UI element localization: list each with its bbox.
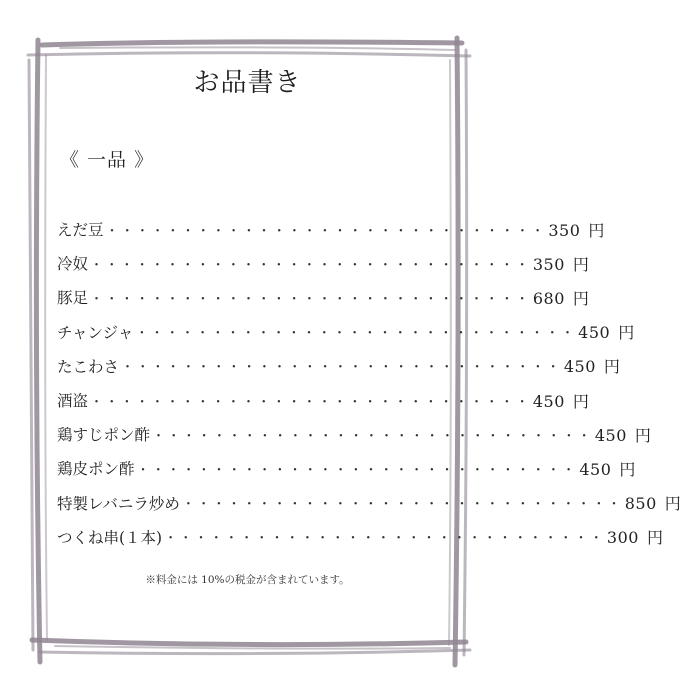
menu-item xyxy=(57,212,605,246)
menu-item-name: 特製レバニラ炒め xyxy=(57,494,180,513)
menu-item-price xyxy=(578,320,635,343)
menu-item xyxy=(57,246,590,280)
menu-item xyxy=(57,280,590,314)
menu-item xyxy=(57,486,681,520)
menu-item-name: 鶏皮ポン酢 xyxy=(57,460,135,479)
currency-unit: 円 xyxy=(572,391,590,411)
price-value: 850 xyxy=(624,494,657,514)
menu-item-name: 酒盗 xyxy=(57,392,89,411)
currency-unit: 円 xyxy=(572,254,590,274)
currency-unit: 円 xyxy=(646,528,664,548)
menu-item-name: 鶏すじポン酢 xyxy=(57,426,151,445)
menu-item-name: つくね串(１本) xyxy=(57,528,163,547)
menu-item-name: 豚足 xyxy=(57,289,89,308)
price-value: 350 xyxy=(548,220,581,240)
menu-item-price xyxy=(595,423,652,446)
dot-leader: ・・・・・・・・・・・・・・・・・・・・・・・・・・・・・ xyxy=(136,462,578,478)
price-value: 450 xyxy=(579,459,612,479)
menu-item xyxy=(57,349,621,383)
price-value: 450 xyxy=(563,357,596,377)
menu-item-price xyxy=(533,252,590,275)
menu-item-price xyxy=(625,491,681,514)
dot-leader: ・・・・・・・・・・・・・・・・・・・・・・・・・・・・・ xyxy=(164,531,605,547)
menu-item xyxy=(57,417,652,451)
menu-item xyxy=(57,383,590,417)
currency-unit: 円 xyxy=(618,323,635,343)
menu-item-name: チャンジャ xyxy=(57,323,134,342)
dot-leader: ・・・・・・・・・・・・・・・・・・・・・・・・・・・・・ xyxy=(90,291,531,307)
menu-item xyxy=(57,520,664,554)
menu-item-name: たこわさ xyxy=(57,357,120,376)
menu-item-price xyxy=(564,354,621,377)
price-value: 350 xyxy=(532,254,565,274)
dot-leader: ・・・・・・・・・・・・・・・・・・・・・・・・・・・・・ xyxy=(90,394,531,410)
menu-item xyxy=(57,315,635,349)
dot-leader: ・・・・・・・・・・・・・・・・・・・・・・・・・・・・・ xyxy=(181,497,623,513)
currency-unit: 円 xyxy=(634,425,652,445)
tax-note: ※料金には 10%の税金が含まれています。 xyxy=(145,574,350,586)
currency-unit: 円 xyxy=(664,494,681,514)
menu-item-price xyxy=(533,286,590,309)
price-value: 450 xyxy=(578,323,611,343)
currency-unit: 円 xyxy=(619,459,636,479)
dot-leader: ・・・・・・・・・・・・・・・・・・・・・・・・・・・・・ xyxy=(121,360,562,376)
menu-list xyxy=(57,212,681,554)
menu-item-price xyxy=(533,389,590,412)
price-value: 300 xyxy=(606,528,639,548)
currency-unit: 円 xyxy=(603,357,621,377)
currency-unit: 円 xyxy=(588,220,605,240)
menu-item-name: えだ豆 xyxy=(57,221,104,240)
menu-item-name: 冷奴 xyxy=(57,255,89,274)
price-value: 680 xyxy=(532,288,565,308)
dot-leader: ・・・・・・・・・・・・・・・・・・・・・・・・・・・・・ xyxy=(135,326,577,342)
menu-title: お品書き xyxy=(193,68,302,98)
price-value: 450 xyxy=(532,391,565,411)
menu-item-price xyxy=(548,218,605,241)
price-value: 450 xyxy=(594,425,627,445)
currency-unit: 円 xyxy=(572,288,590,308)
menu-item-price xyxy=(579,457,636,480)
menu-item-price xyxy=(607,525,664,548)
section-heading: 《 一品 》 xyxy=(60,149,155,171)
dot-leader: ・・・・・・・・・・・・・・・・・・・・・・・・・・・・・ xyxy=(90,257,531,273)
dot-leader: ・・・・・・・・・・・・・・・・・・・・・・・・・・・・・ xyxy=(105,223,547,239)
dot-leader: ・・・・・・・・・・・・・・・・・・・・・・・・・・・・・ xyxy=(152,428,593,444)
menu-item xyxy=(57,451,636,485)
